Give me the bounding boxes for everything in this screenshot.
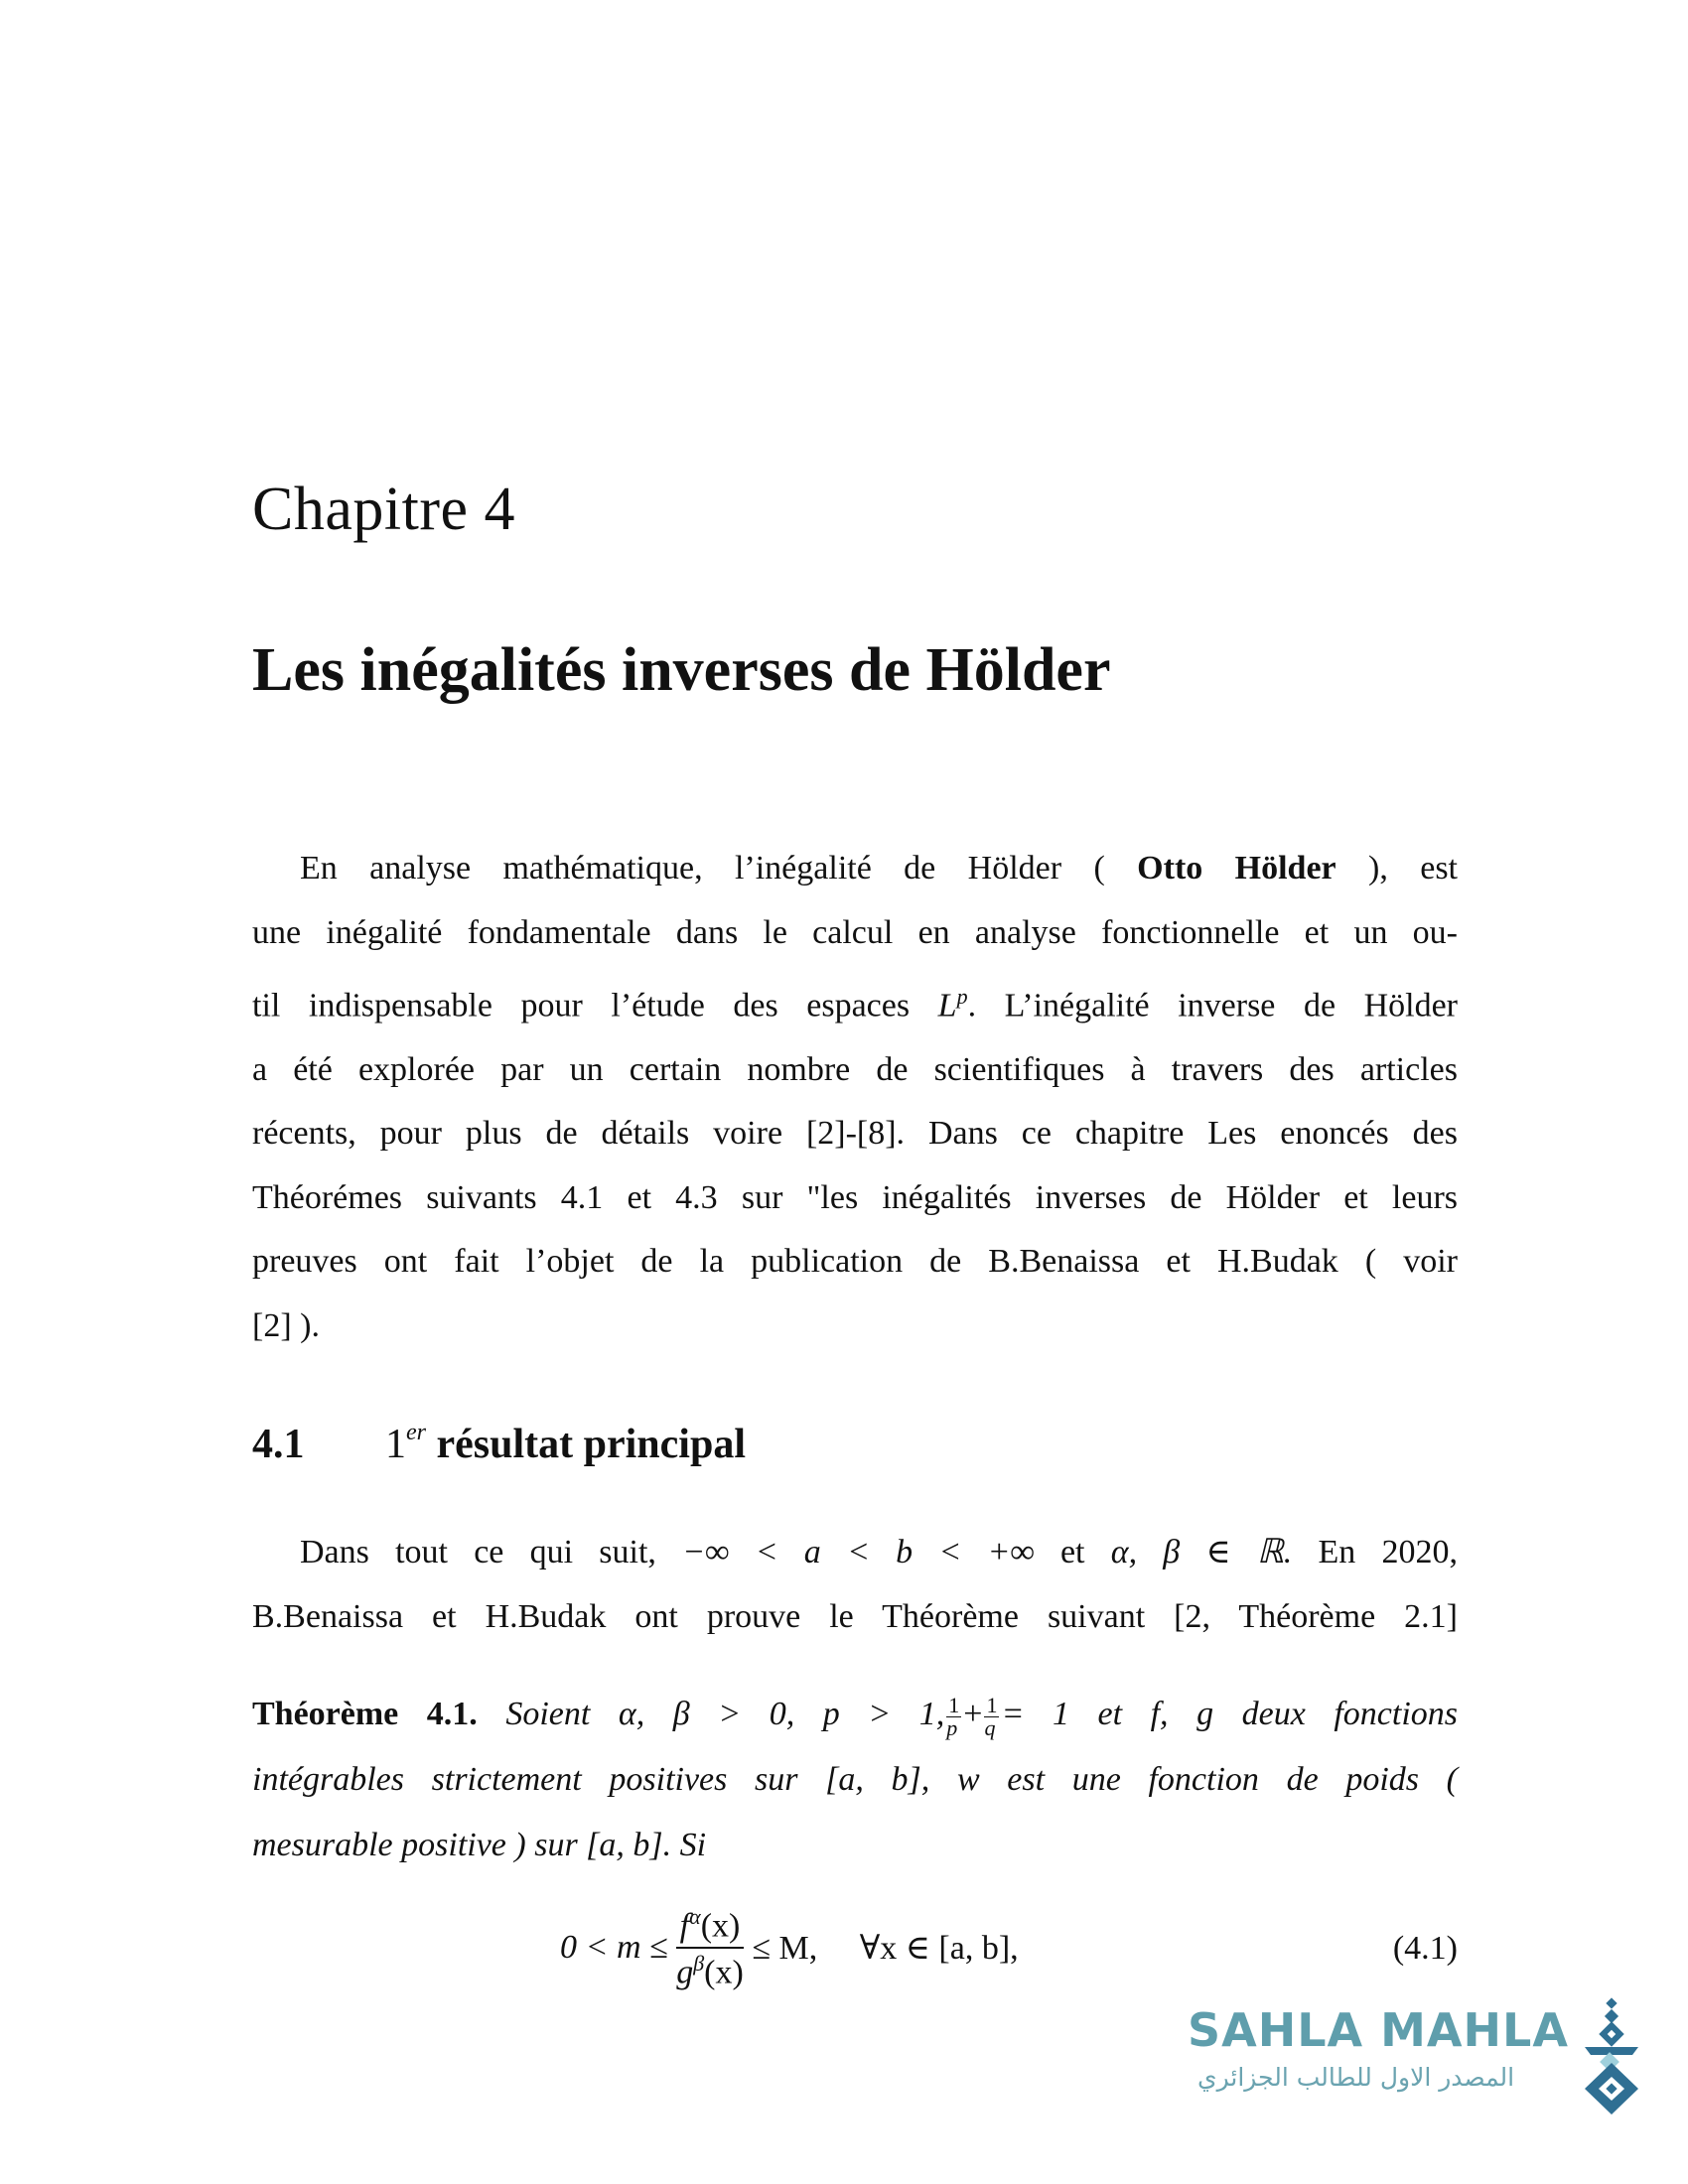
chapter-label: Chapitre 4 — [252, 476, 515, 543]
intro-line: til indispensable pour l’étude des espaces $L^p$. L’inégalité inverse de Hölder — [252, 984, 1459, 1024]
theorem-line: intégrables strictement positives sur [a, b], w est une fonction de poids ( — [252, 1761, 1458, 1798]
section-number: 4.1 — [252, 1422, 305, 1467]
chapter-title: Les inégalités inverses de Hölder — [252, 636, 1111, 704]
equation-body: 0 < m ≤ $\frac{f^\alpha(x)}{g^\beta(x)}$ ≤ M, ∀x ∈ [a, b], — [560, 1904, 1019, 1991]
intro-line: [2] ). — [252, 1306, 320, 1344]
intro-line: a été explorée par un certain nombre de scientifiques à travers des articles — [252, 1050, 1458, 1088]
fraction-1-over-q: $\frac{1}{q}$ — [984, 1692, 998, 1740]
watermark-brand: SAHLA MAHLA — [1188, 2003, 1569, 2057]
theorem-label: Théorème 4.1. — [252, 1696, 478, 1732]
watermark-tagline: المصدر الاول للطالب الجزائري — [1197, 2063, 1515, 2092]
paragraph-line: B.Benaissa et H.Budak ont prouve le Théorème suivant [2, Théorème 2.1] — [252, 1597, 1458, 1635]
theorem-line: Théorème 4.1. Soient α, β > 0, p > 1, $\frac{1}{p}$ + $\frac{1}{q}$ = 1 et f, g deux fonctions — [252, 1692, 1458, 1740]
section-title: résultat principal — [436, 1422, 746, 1467]
intro-paragraph — [252, 837, 1458, 1358]
intro-line: une inégalité fondamentale dans le calcul en analyse fonctionnelle et un ou- — [252, 913, 1458, 951]
sahla-mahla-watermark — [1188, 1997, 1634, 2116]
section-paragraph — [252, 1521, 1458, 1649]
theorem-line: mesurable positive ) sur [a, b]. Si — [252, 1827, 707, 1863]
intro-line: En analyse mathématique, l’inégalité de Hölder ( Otto Hölder ), est — [300, 850, 1459, 887]
paragraph-line: Dans tout ce qui suit, −∞ < a < b < +∞ et α, β ∈ ℝ. En 2020, — [300, 1534, 1459, 1570]
intro-line: preuves ont fait l’objet de la publication de B.Benaissa et H.Budak ( voir — [252, 1243, 1458, 1281]
theorem-block — [252, 1682, 1458, 1878]
lp-space-symbol: L — [937, 987, 957, 1024]
equation-4-1 — [252, 1886, 1458, 2005]
fraction-1-over-p: $\frac{1}{p}$ — [946, 1692, 960, 1740]
equation-number: (4.1) — [1392, 1930, 1458, 1967]
equation-fraction: $\frac{f^\alpha(x)}{g^\beta(x)}$ — [676, 1904, 744, 1991]
sahla-mahla-logo-icon — [1581, 1997, 1642, 2115]
section-heading: 4.1 1er résultat principal — [252, 1420, 746, 1467]
author-name: Otto Hölder — [1137, 850, 1336, 887]
intro-line: récents, pour plus de détails voire [2]-[8]. Dans ce chapitre Les enoncés des — [252, 1115, 1458, 1153]
intro-line: Théorémes suivants 4.1 et 4.3 sur "les inégalités inverses de Hölder et leurs — [252, 1178, 1458, 1216]
